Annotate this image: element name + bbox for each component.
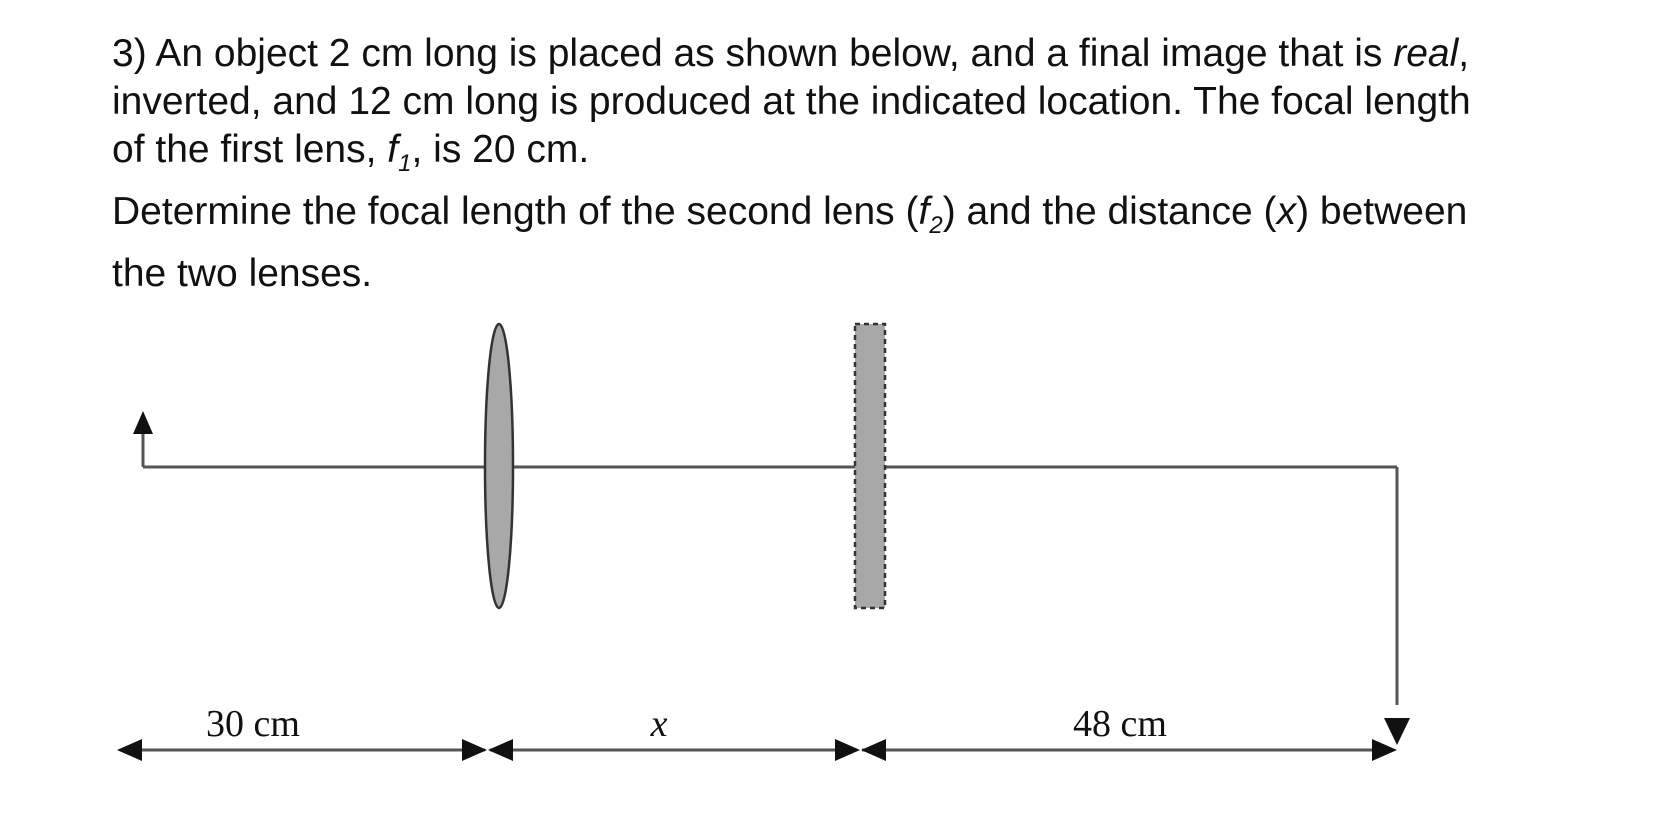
problem-line-1-start: 3) An object 2 cm long is placed as shown below, and a final image that is [112,32,1394,75]
problem-line-4-start: Determine the focal length of the second lens ( [112,189,919,233]
dimension-head-30cm-left [117,739,142,761]
dimension-head-30cm-right [462,739,487,761]
object-distance-label: 30 cm [206,703,300,745]
dimension-head-x-left [488,739,513,761]
problem-line-3-end: , is 20 cm. [411,128,590,171]
problem-line-4-end: ) between [1296,189,1468,233]
f1-subscript: 1 [398,149,412,177]
image-arrow-head [1384,718,1410,745]
problem-line-2: inverted, and 12 cm long is produced at the indicated location. The focal length [112,80,1471,123]
dimension-head-48cm-right [1372,739,1397,761]
second-lens [855,324,885,608]
f2-variable: f [918,189,930,233]
problem-line-4-mid: ) and the distance ( [942,189,1277,233]
first-lens [485,324,513,608]
lens-separation-label: x [650,703,668,745]
problem-line-1-end: , [1458,32,1470,75]
dimension-head-48cm-left [861,739,886,761]
image-distance-label: 48 cm [1073,703,1167,745]
dimension-lines [117,739,1397,761]
f1-variable: f [387,128,399,171]
real-word: real [1393,32,1459,75]
problem-line-5: the two lenses. [112,251,373,295]
f2-subscript: 2 [929,211,943,239]
x-variable: x [1276,189,1297,233]
object-arrow-head [133,411,153,434]
problem-line-3-start: of the first lens, [112,128,388,171]
dimension-head-x-right [835,739,860,761]
